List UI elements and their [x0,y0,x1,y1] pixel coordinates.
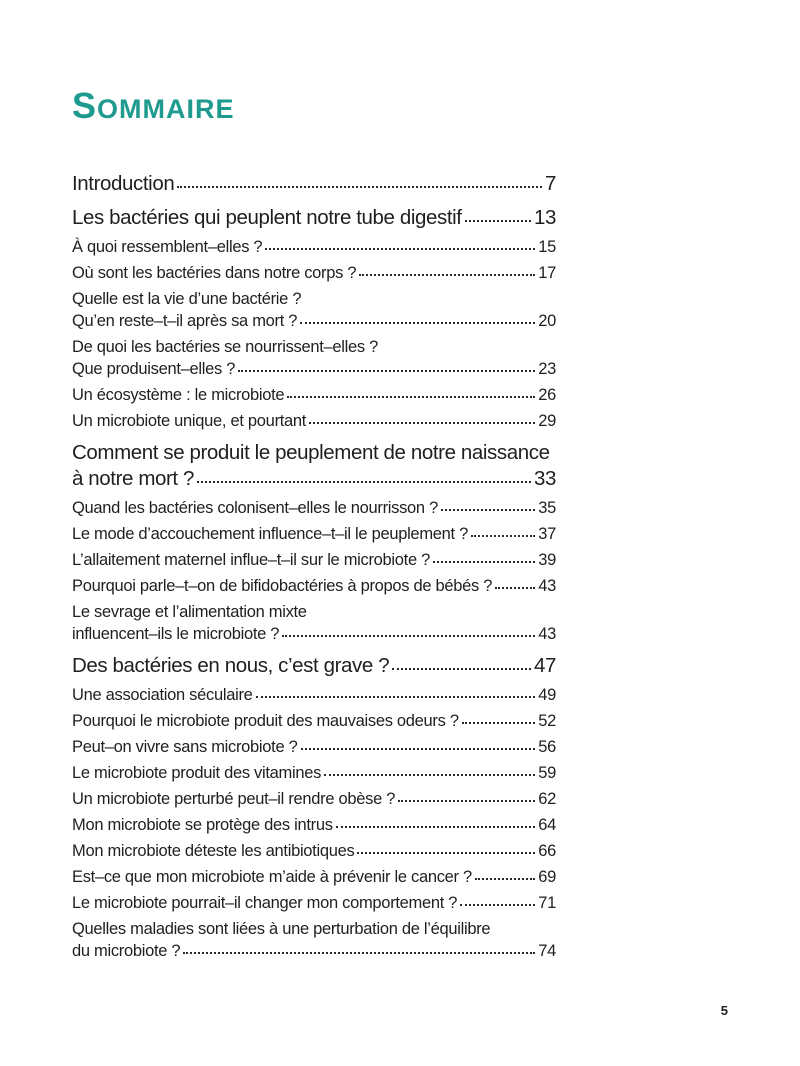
toc-entry-label: Les bactéries qui peuplent notre tube digestif [72,206,462,229]
toc-leader-dots [282,635,535,637]
toc-entry-page-number: 59 [538,764,556,782]
toc-entry [72,440,556,492]
toc-leader-dots [441,509,535,511]
toc-entry-page-number: 66 [538,842,556,860]
toc-entry [72,762,556,784]
toc-entry-page-number: 62 [538,790,556,808]
toc-entry-label: Le sevrage et l’alimentation mixte [72,603,307,621]
toc-entry-page-number: 35 [538,499,556,517]
toc-entry-line [72,918,556,940]
toc-entry-page-number: 69 [538,868,556,886]
toc-leader-dots [392,668,531,670]
toc-entry-label: du microbiote ? [72,942,181,960]
toc-entry-line [72,171,556,197]
toc-entry [72,814,556,836]
toc-entry-line [72,205,556,231]
toc-entry [72,497,556,519]
toc-entry [72,549,556,571]
toc-list [72,171,556,962]
toc-leader-dots [183,952,535,954]
toc-entry-label: L’allaitement maternel influe–t–il sur le microbiote ? [72,551,430,569]
toc-entry-label: Une association séculaire [72,686,253,704]
toc-entry-line [72,440,556,466]
toc-entry-label: Mon microbiote déteste les antibiotiques [72,842,355,860]
toc-entry-line [72,236,556,258]
toc-entry [72,710,556,732]
toc-entry [72,601,556,645]
toc-leader-dots [359,274,535,276]
toc-entry-page-number: 17 [538,264,556,282]
toc-entry-line [72,549,556,571]
toc-leader-dots [197,481,531,483]
toc-leader-dots [398,800,535,802]
toc-entry-label: Pourquoi le microbiote produit des mauvaises odeurs ? [72,712,459,730]
toc-entry-page-number: 39 [538,551,556,569]
toc-leader-dots [336,826,536,828]
toc-entry-page-number: 71 [538,894,556,912]
toc-entry-page-number: 64 [538,816,556,834]
toc-entry-page-number: 33 [533,467,556,490]
toc-entry-label: À quoi ressemblent–elles ? [72,238,263,256]
toc-entry-label: Le microbiote pourrait–il changer mon comportement ? [72,894,458,912]
toc-leader-dots [265,248,535,250]
toc-entry-label: Un microbiote perturbé peut–il rendre obèse ? [72,790,396,808]
page-title: SOMMAIRE [72,85,235,126]
toc-leader-dots [256,696,536,698]
toc-entry-page-number: 56 [538,738,556,756]
toc-entry-label: Quelle est la vie d’une bactérie ? [72,290,302,308]
toc-entry-label: Quand les bactéries colonisent–elles le nourrisson ? [72,499,438,517]
toc-entry-line [72,384,556,406]
toc-content [72,85,556,966]
toc-entry-label: Que produisent–elles ? [72,360,236,378]
toc-entry [72,171,556,197]
toc-entry [72,788,556,810]
toc-entry-page-number: 47 [533,654,556,677]
toc-entry-page-number: 7 [544,172,556,195]
toc-entry-label: Mon microbiote se protège des intrus [72,816,333,834]
toc-entry-page-number: 23 [538,360,556,378]
toc-entry-label: Peut–on vivre sans microbiote ? [72,738,298,756]
toc-leader-dots [301,748,536,750]
toc-leader-dots [177,186,542,188]
toc-entry-line [72,523,556,545]
folio-page-number: 5 [720,1003,728,1018]
toc-entry-line [72,497,556,519]
toc-entry-line [72,840,556,862]
toc-entry-label: Qu’en reste–t–il après sa mort ? [72,312,298,330]
toc-entry-label: Des bactéries en nous, c’est grave ? [72,654,390,677]
toc-entry-label: Pourquoi parle–t–on de bifidobactéries à propos de bébés ? [72,577,493,595]
toc-entry-line [72,262,556,284]
toc-entry-line [72,684,556,706]
toc-entry-label: Le microbiote produit des vitamines [72,764,322,782]
toc-entry-line [72,358,556,380]
toc-entry-label: influencent–ils le microbiote ? [72,625,280,643]
toc-leader-dots [287,396,535,398]
toc-leader-dots [300,322,535,324]
toc-entry-page-number: 15 [538,238,556,256]
toc-entry-label: Un microbiote unique, et pourtant [72,412,307,430]
toc-entry [72,384,556,406]
toc-entry-label: à notre mort ? [72,467,195,490]
toc-entry-line [72,940,556,962]
toc-entry-line [72,736,556,758]
toc-entry-page-number: 49 [538,686,556,704]
toc-leader-dots [471,535,535,537]
toc-leader-dots [357,852,535,854]
toc-entry-page-number: 43 [538,625,556,643]
toc-entry [72,892,556,914]
toc-entry-line [72,623,556,645]
toc-entry-line [72,410,556,432]
toc-entry [72,523,556,545]
toc-entry-line [72,575,556,597]
toc-entry-line [72,336,556,358]
toc-entry-line [72,892,556,914]
toc-entry [72,288,556,332]
toc-entry-label: Comment se produit le peuplement de notre naissance [72,441,550,464]
toc-entry-label: Quelles maladies sont liées à une perturbation de l’équilibre [72,920,491,938]
toc-entry-line [72,866,556,888]
toc-entry-line [72,466,556,492]
toc-leader-dots [495,587,535,589]
toc-entry-page-number: 74 [538,942,556,960]
toc-entry-page-number: 37 [538,525,556,543]
toc-entry [72,205,556,231]
toc-entry-line [72,310,556,332]
toc-entry [72,866,556,888]
toc-entry-page-number: 13 [533,206,556,229]
toc-entry [72,575,556,597]
toc-leader-dots [462,722,535,724]
toc-entry [72,262,556,284]
toc-leader-dots [309,422,535,424]
toc-leader-dots [324,774,535,776]
toc-entry-label: Est–ce que mon microbiote m’aide à prévenir le cancer ? [72,868,472,886]
toc-entry-line [72,653,556,679]
toc-entry-page-number: 43 [538,577,556,595]
toc-entry-page-number: 29 [538,412,556,430]
toc-leader-dots [238,370,535,372]
toc-entry [72,653,556,679]
toc-entry-label: Un écosystème : le microbiote [72,386,285,404]
toc-entry-page-number: 52 [538,712,556,730]
toc-entry [72,336,556,380]
toc-entry-label: Introduction [72,172,175,195]
toc-leader-dots [475,878,535,880]
toc-entry [72,410,556,432]
toc-leader-dots [433,561,535,563]
toc-entry-line [72,788,556,810]
toc-entry-page-number: 26 [538,386,556,404]
toc-entry-line [72,601,556,623]
toc-leader-dots [465,220,531,222]
toc-entry-label: Où sont les bactéries dans notre corps ? [72,264,357,282]
toc-entry-label: De quoi les bactéries se nourrissent–elles ? [72,338,378,356]
toc-entry [72,684,556,706]
toc-entry-line [72,288,556,310]
toc-entry-label: Le mode d’accouchement influence–t–il le peuplement ? [72,525,468,543]
toc-entry-line [72,762,556,784]
toc-entry-line [72,814,556,836]
toc-entry [72,840,556,862]
toc-entry [72,736,556,758]
toc-leader-dots [460,904,535,906]
toc-entry-page-number: 20 [538,312,556,330]
toc-entry-line [72,710,556,732]
toc-entry [72,918,556,962]
toc-entry [72,236,556,258]
